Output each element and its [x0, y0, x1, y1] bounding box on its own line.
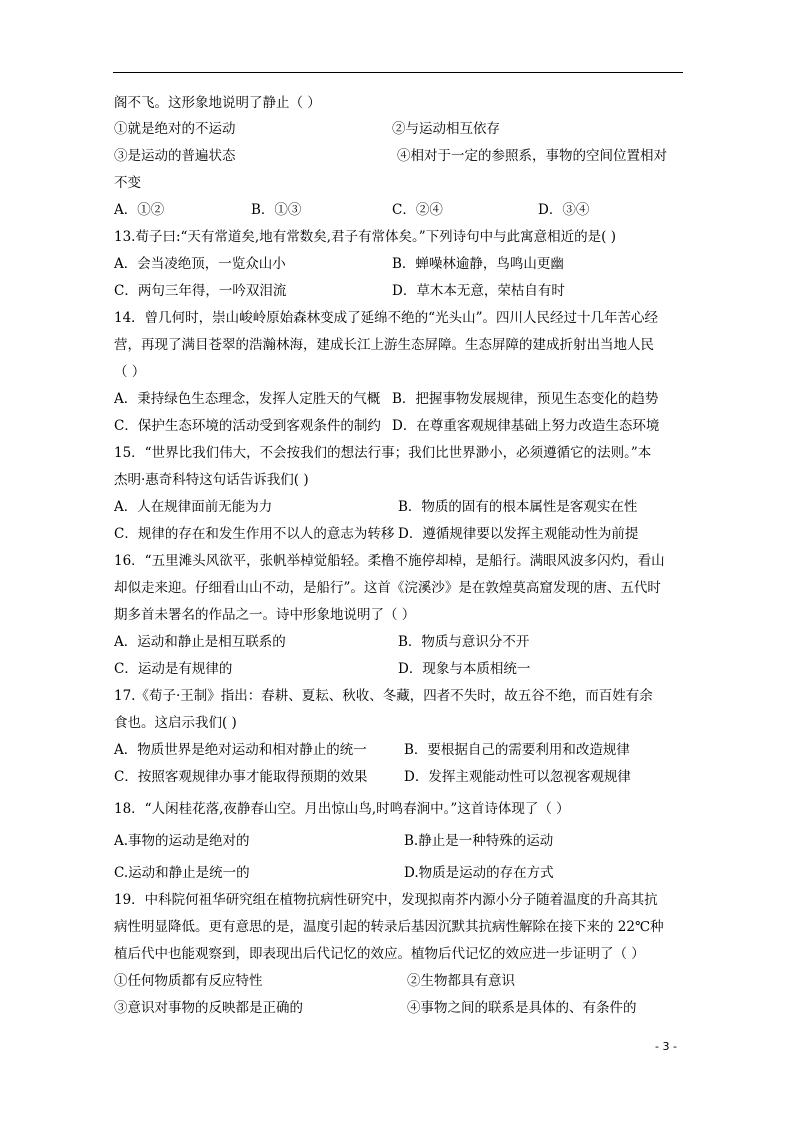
options-row	[114, 968, 686, 995]
option-text: ②生物都具有意识	[407, 973, 515, 989]
options-row	[114, 197, 686, 224]
options-row	[114, 656, 686, 683]
page-number: - 3 -	[655, 1040, 677, 1053]
text-line: 15．“世界比我们伟大，不会按我们的想法行事；我们比世界渺小，必须遵循它的法则。”本	[114, 445, 652, 461]
header-rule	[113, 72, 683, 73]
option-text: D.物质是运动的存在方式	[404, 865, 554, 881]
option-text: C．两句三年得，一吟双泪流	[114, 283, 287, 299]
options-row	[114, 413, 686, 440]
option-text: B.静止是一种特殊的运动	[404, 833, 554, 849]
option-text: D．现象与本质相统一	[398, 661, 531, 677]
option-text: D．③④	[538, 202, 590, 218]
options-row	[114, 521, 686, 548]
text-line: 17.《荀子·王制》指出：春耕、夏耘、秋收、冬藏，四者不失时，故五谷不绝，而百姓有余	[114, 688, 653, 704]
option-text: ④相对于一定的参照系，事物的空间位置相对	[397, 148, 667, 164]
option-text: C．规律的存在和发生作用不以人的意志为转移	[114, 526, 395, 542]
options-row	[114, 116, 686, 143]
option-text: D．在尊重客观规律基础上努力改造生态环境	[392, 418, 660, 434]
option-text: A.事物的运动是绝对的	[114, 833, 250, 849]
options-row	[114, 860, 686, 887]
options-row	[114, 995, 686, 1022]
option-text: A．运动和静止是相互联系的	[114, 634, 286, 650]
option-text: A．人在规律面前无能为力	[114, 499, 273, 515]
options-row	[114, 629, 686, 656]
options-row	[114, 494, 686, 521]
options-row	[114, 828, 686, 855]
options-row	[114, 737, 686, 764]
text-line: 营，再现了满目苍翠的浩瀚林海，建成长江上游生态屏障。生态屏障的建成折射出当地人民	[114, 337, 654, 353]
option-text: B．物质与意识分不开	[398, 634, 530, 650]
option-text: A．物质世界是绝对运动和相对静止的统一	[114, 742, 367, 758]
text-line: （ ）	[114, 364, 146, 380]
options-row	[114, 278, 686, 305]
option-text: ③意识对事物的反映都是正确的	[114, 1000, 303, 1016]
option-text: C．②④	[392, 202, 443, 218]
text-line: 16．“五里滩头风欲平，张帆举棹觉船轻。柔橹不施停却棹，是船行。满眼风波多闪灼，看山	[114, 553, 665, 569]
option-text: ②与运动相互依存	[392, 121, 500, 137]
text-line: 14．曾几何时，崇山峻岭原始森林变成了延绵不绝的“光头山”。四川人民经过十几年苦心经	[114, 310, 658, 326]
option-text: C．保护生态环境的活动受到客观条件的制约	[114, 418, 381, 434]
text-line: 阁不飞。这形象地说明了静止（ ）	[114, 95, 321, 111]
options-row	[114, 386, 686, 413]
text-line: 19．中科院何祖华研究组在植物抗病性研究中，发现拟南芥内源小分子随着温度的升高其抗	[114, 892, 658, 908]
options-row	[114, 143, 686, 170]
option-text: B．要根据自己的需要利用和改造规律	[404, 742, 630, 758]
option-text: C.运动和静止是统一的	[114, 865, 250, 881]
text-line: 18．“人闲桂花落,夜静春山空。月出惊山鸟,时鸣春涧中。”这首诗体现了（ ）	[114, 801, 570, 817]
option-text: A．秉持绿色生态理念，发挥人定胜天的气概	[114, 391, 381, 407]
text-line: 杰明·惠奇科特这句话告诉我们( )	[114, 472, 309, 488]
option-text: D．草木本无意，荣枯自有时	[392, 283, 565, 299]
option-text: B．蝉噪林逾静，鸟鸣山更幽	[392, 256, 564, 272]
text-line: 植后代中也能观察到，即表现出后代记忆的效应。植物后代记忆的效应进一步证明了（ ）	[114, 946, 645, 962]
document-body	[114, 90, 686, 1022]
option-text: B．把握事物发展规律，预见生态变化的趋势	[392, 391, 659, 407]
option-text: A．①②	[114, 202, 165, 218]
text-line: 病性明显降低。更有意思的是，温度引起的转录后基因沉默其抗病性解除在接下来的 22℃种	[114, 919, 664, 935]
option-text: ①就是绝对的不运动	[114, 121, 236, 137]
option-text: B．物质的固有的根本属性是客观实在性	[398, 499, 638, 515]
options-row	[114, 251, 686, 278]
options-row	[114, 764, 686, 791]
option-text: ③是运动的普遍状态	[114, 148, 236, 164]
text-line: 不变	[114, 175, 141, 191]
option-text: C．运动是有规律的	[114, 661, 233, 677]
option-text: C．按照客观规律办事才能取得预期的效果	[114, 769, 368, 785]
text-line: 却似走来迎。仔细看山山不动，是船行”。这首《浣溪沙》是在敦煌莫高窟发现的唐、五代时	[114, 580, 661, 596]
option-text: ①任何物质都有反应特性	[114, 973, 263, 989]
option-text: D．遵循规律要以发挥主观能动性为前提	[398, 526, 639, 542]
option-text: D．发挥主观能动性可以忽视客观规律	[404, 769, 631, 785]
text-line: 食也。这启示我们( )	[114, 715, 237, 731]
text-line: 期多首未署名的作品之一。诗中形象地说明了（ ）	[114, 607, 416, 623]
text-line: 13.荀子曰:“天有常道矣,地有常数矣,君子有常体矣。”下列诗句中与此寓意相近的是( )	[114, 229, 616, 245]
option-text: A．会当凌绝顶，一览众山小	[114, 256, 286, 272]
option-text: B．①③	[251, 202, 302, 218]
option-text: ④事物之间的联系是具体的、有条件的	[407, 1000, 637, 1016]
